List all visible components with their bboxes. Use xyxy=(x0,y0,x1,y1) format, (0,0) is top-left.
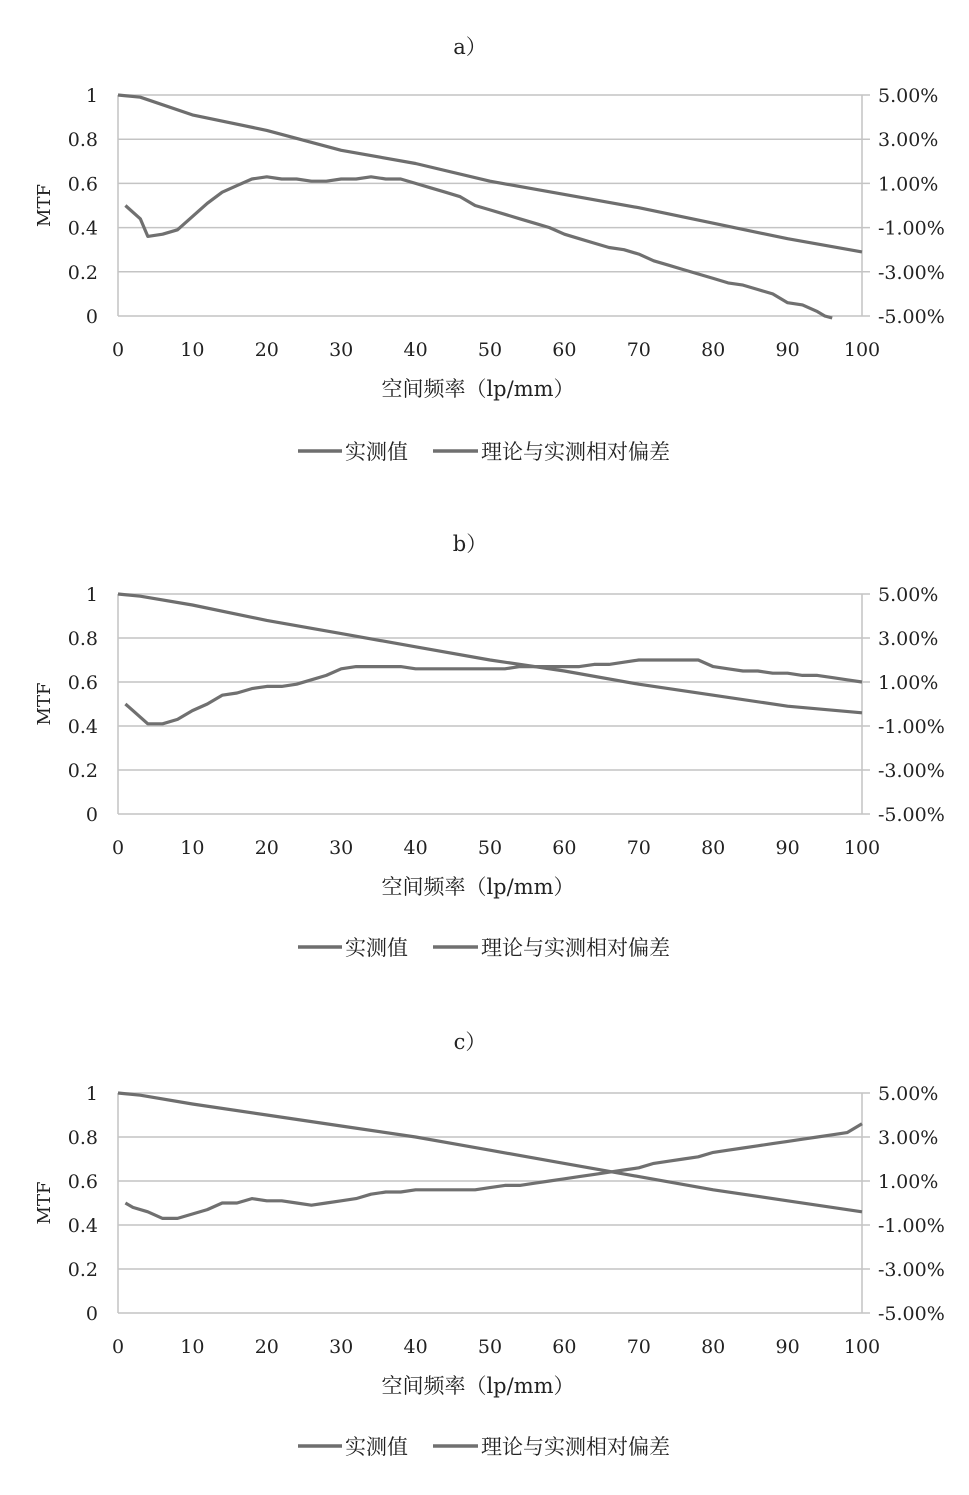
panel-c-y-tick: 0.4 xyxy=(67,1215,98,1237)
panel-c-x-tick: 80 xyxy=(701,1336,726,1358)
panel-b-y-tick: 0.8 xyxy=(67,628,98,650)
panel-a-x-tick: 100 xyxy=(843,339,881,361)
panel-c-y-axis-title: MTF xyxy=(34,1181,55,1225)
panel-a-gridlines xyxy=(118,95,870,316)
panel-c-y-tick: 0 xyxy=(85,1303,98,1325)
panel-a-y2-tick: 5.00% xyxy=(878,85,939,107)
panel-a-y-tick: 0 xyxy=(85,306,98,328)
panel-b-y-tick: 0 xyxy=(85,804,98,826)
panel-c-series-line-deviation xyxy=(125,1124,862,1219)
panel-a-x-axis-title: 空间频率（lp/mm） xyxy=(381,377,575,401)
panel-c-x-tick: 70 xyxy=(626,1336,651,1358)
panel-b-x-tick: 40 xyxy=(403,837,428,859)
panel-a-x-tick: 60 xyxy=(552,339,577,361)
panel-a-y2-ticks xyxy=(878,85,945,328)
panel-b-x-tick: 60 xyxy=(552,837,577,859)
panel-b-y-ticks xyxy=(68,584,98,826)
panel-a-y-tick: 0.6 xyxy=(67,173,98,196)
panel-b-gridlines xyxy=(118,594,870,814)
panel-b-legend-label-deviation: 理论与实测相对偏差 xyxy=(481,936,670,960)
panel-c-x-tick: 30 xyxy=(329,1336,354,1358)
panel-c-y-tick: 0.6 xyxy=(67,1171,98,1193)
panel-a-y-tick: 0.2 xyxy=(67,261,98,284)
panel-b-x-tick: 70 xyxy=(626,837,651,859)
panel-b-x-tick: 100 xyxy=(843,837,881,859)
panel-b-y-tick: 1 xyxy=(85,584,98,606)
panel-c-x-tick: 10 xyxy=(180,1336,205,1358)
panel-b-y2-tick: -1.00% xyxy=(878,716,945,738)
panel-c-legend-label-deviation: 理论与实测相对偏差 xyxy=(481,1435,670,1459)
panel-b-y2-tick: 5.00% xyxy=(878,584,939,606)
chart-panel-c xyxy=(34,1030,945,1459)
panel-c-x-tick: 0 xyxy=(111,1336,125,1358)
panel-b-x-tick: 10 xyxy=(180,837,205,859)
panel-a-y2-tick: -1.00% xyxy=(878,217,945,240)
panel-c-label: c） xyxy=(453,1030,487,1054)
panel-a-legend-label-deviation: 理论与实测相对偏差 xyxy=(481,440,670,464)
chart-panel-b xyxy=(34,532,945,960)
chart-panel-a xyxy=(34,35,945,464)
panel-b-y-axis-title: MTF xyxy=(34,682,55,726)
panel-a-y-tick: 1 xyxy=(85,85,98,107)
panel-a-label: a） xyxy=(453,35,487,59)
panel-c-series xyxy=(118,1093,862,1218)
panel-a-y2-tick: -3.00% xyxy=(878,261,945,284)
panel-b-x-axis-title: 空间频率（lp/mm） xyxy=(381,875,575,899)
panel-c-y2-tick: -5.00% xyxy=(878,1303,945,1325)
panel-b-y2-tick: -3.00% xyxy=(878,760,945,782)
panel-a-series xyxy=(118,95,862,318)
panel-c-y2-ticks xyxy=(878,1083,945,1325)
panel-b-series xyxy=(118,594,862,724)
panel-a-x-tick: 30 xyxy=(329,339,354,361)
panel-c-legend-label-measured: 实测值 xyxy=(345,1435,408,1459)
panel-b-x-tick: 0 xyxy=(111,837,125,859)
panel-a-y2-tick: -5.00% xyxy=(878,306,945,328)
panel-c-x-tick: 100 xyxy=(843,1336,881,1358)
panel-b-series-line-deviation xyxy=(125,660,862,724)
panel-a-x-tick: 10 xyxy=(180,339,205,361)
panel-b-label: b） xyxy=(452,532,488,556)
panel-c-y-tick: 0.2 xyxy=(67,1259,98,1281)
panel-c-y2-tick: -1.00% xyxy=(878,1215,945,1237)
panel-c-x-tick: 40 xyxy=(403,1336,428,1358)
panel-b-x-tick: 80 xyxy=(701,837,726,859)
panel-c-legend xyxy=(298,1435,670,1459)
panel-a-x-tick: 80 xyxy=(701,339,726,361)
panel-b-y-tick: 0.2 xyxy=(67,760,98,782)
panel-a-y-ticks xyxy=(68,85,98,328)
panel-c-y-ticks xyxy=(68,1083,98,1325)
panel-c-y-tick: 0.8 xyxy=(67,1127,98,1149)
panel-b-x-ticks xyxy=(112,837,880,859)
panel-a-y2-tick: 1.00% xyxy=(878,173,939,196)
panel-c-x-tick: 90 xyxy=(775,1336,800,1358)
panel-c-y2-tick: -3.00% xyxy=(878,1259,945,1281)
panel-a-legend xyxy=(298,440,670,464)
panel-b-x-tick: 20 xyxy=(254,837,279,859)
panel-a-y-tick: 0.4 xyxy=(67,217,98,240)
panel-a-x-tick: 70 xyxy=(626,339,651,361)
panel-a-y-axis-title: MTF xyxy=(34,184,55,227)
panel-a-x-tick: 20 xyxy=(254,339,279,361)
panel-b-x-tick: 90 xyxy=(775,837,800,859)
panel-c-y2-tick: 1.00% xyxy=(878,1171,939,1193)
panel-c-x-axis-title: 空间频率（lp/mm） xyxy=(381,1374,575,1398)
panel-c-x-tick: 20 xyxy=(254,1336,279,1358)
panel-c-series-line-measured xyxy=(118,1093,862,1212)
panel-a-x-ticks xyxy=(112,339,880,361)
panel-b-y2-ticks xyxy=(878,584,945,826)
panel-a-x-tick: 50 xyxy=(477,339,503,361)
panel-c-x-ticks xyxy=(112,1336,880,1358)
panel-a-x-tick: 90 xyxy=(775,339,800,361)
panel-c-x-tick: 60 xyxy=(552,1336,577,1358)
panel-a-series-line-deviation xyxy=(125,177,832,318)
panel-c-y2-tick: 3.00% xyxy=(878,1127,939,1149)
panel-b-y-tick: 0.6 xyxy=(67,672,98,694)
panel-c-y-tick: 1 xyxy=(85,1083,98,1105)
panel-b-x-tick: 30 xyxy=(329,837,354,859)
panel-a-y2-tick: 3.00% xyxy=(878,129,939,152)
panel-a-y-tick: 0.8 xyxy=(67,129,98,152)
panel-c-y2-tick: 5.00% xyxy=(878,1083,939,1105)
panel-a-series-line-measured xyxy=(118,95,862,252)
panel-a-x-tick: 40 xyxy=(403,339,428,361)
panel-c-x-tick: 50 xyxy=(477,1336,503,1358)
panel-b-y-tick: 0.4 xyxy=(67,716,98,738)
panel-b-y2-tick: 1.00% xyxy=(878,672,939,694)
panel-b-y2-tick: 3.00% xyxy=(878,628,939,650)
panel-b-legend-label-measured: 实测值 xyxy=(345,936,408,960)
panel-a-legend-label-measured: 实测值 xyxy=(345,440,408,464)
panel-b-y2-tick: -5.00% xyxy=(878,804,945,826)
panel-b-legend xyxy=(298,936,670,960)
panel-a-x-tick: 0 xyxy=(111,339,125,361)
panel-b-x-tick: 50 xyxy=(477,837,503,859)
